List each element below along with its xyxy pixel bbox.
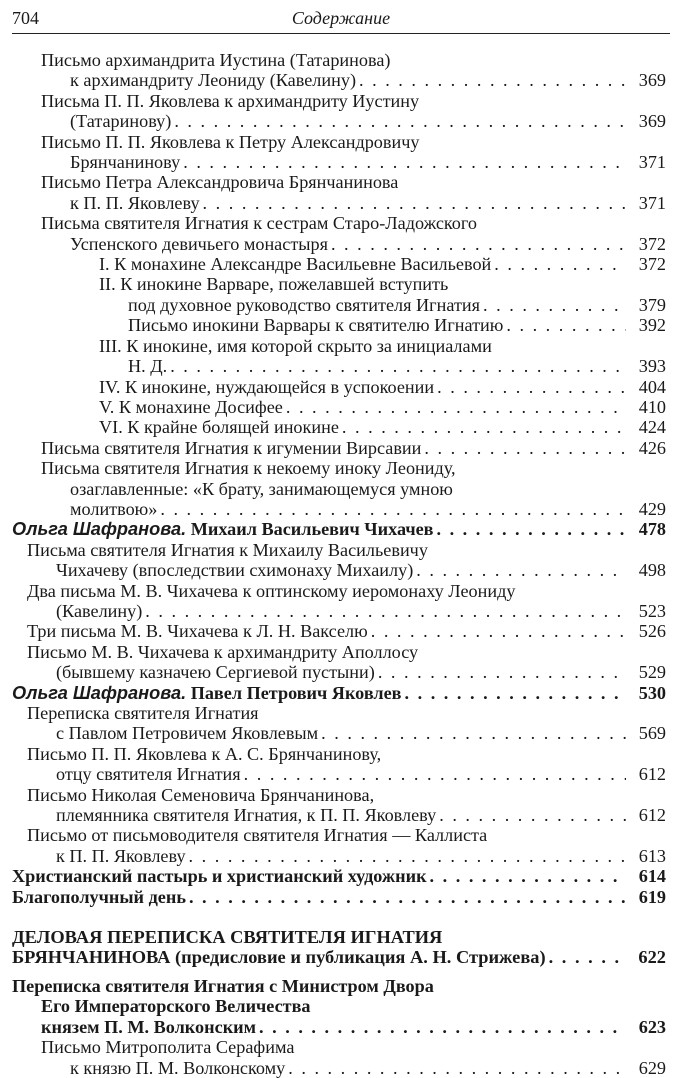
toc-entry[interactable]: [12, 50, 666, 91]
toc-entry-author: Ольга Шафранова.: [12, 682, 187, 703]
toc-entry-title: племянника святителя Игнатия, к П. П. Яковлеву: [56, 805, 437, 826]
toc-page-number: 371: [638, 192, 666, 213]
toc-entry[interactable]: [12, 1037, 666, 1078]
toc-entry-text: ДЕЛОВАЯ ПЕРЕПИСКА СВЯТИТЕЛЯ ИГНАТИЯ: [12, 927, 443, 948]
toc-entry-text: [99, 254, 491, 274]
toc-entry-text: Письма святителя Игнатия к сестрам Старо-Ладожского: [41, 213, 478, 234]
dot-leader: [186, 887, 626, 907]
toc-entry[interactable]: [12, 397, 666, 417]
toc-entry-line: [12, 1037, 666, 1057]
toc-entry-text: [27, 621, 368, 641]
toc-page-number: 393: [638, 356, 666, 377]
toc-entry-text: [56, 764, 241, 784]
toc-page-number: 424: [638, 417, 666, 438]
toc-entry-line: [12, 601, 666, 621]
toc-entry-line: [12, 132, 666, 152]
toc-entry[interactable]: [12, 438, 666, 458]
toc-entry-text: III. К инокине, имя которой скрыто за инициалами: [99, 335, 492, 356]
dot-leader: [436, 805, 626, 825]
dot-leader: [167, 356, 626, 376]
toc-entry-title: Письмо инокини Варвары к святителю Игнатию: [128, 315, 504, 336]
toc-entry-line: [12, 1058, 666, 1078]
toc-entry-line: [12, 295, 666, 315]
toc-entry-line: [12, 744, 666, 764]
toc-entry-line: [12, 927, 666, 947]
toc-page-number: 569: [638, 723, 666, 744]
toc-entry-line: [12, 642, 666, 662]
toc-entry-text: Письмо архимандрита Иустина (Татаринова): [41, 50, 391, 70]
toc-entry-text: [70, 1058, 285, 1078]
toc-entry-title: отцу святителя Игнатия: [56, 764, 241, 785]
dot-leader: [157, 499, 626, 519]
toc-entry-title: VI. К крайне болящей инокине: [99, 417, 339, 438]
dot-leader: [546, 947, 626, 967]
toc-entry[interactable]: [12, 621, 666, 641]
toc-entry-text: Письмо Николая Семеновича Брянчанинова,: [27, 784, 375, 805]
table-of-contents: [12, 50, 666, 1078]
toc-page-number: 379: [638, 294, 666, 315]
toc-entry-line: [12, 996, 666, 1016]
toc-entry-line: [12, 172, 666, 192]
toc-page-number: 629: [638, 1057, 666, 1078]
toc-entry-line: [12, 234, 666, 254]
toc-entry-text: Переписка святителя Игнатия: [27, 703, 259, 723]
toc-entry-title: Н. Д.: [128, 356, 168, 377]
toc-entry[interactable]: [12, 683, 666, 703]
toc-entry[interactable]: [12, 172, 666, 213]
dot-leader: [491, 254, 626, 274]
toc-entry-text: Переписка святителя Игнатия с Министром Двора: [12, 975, 434, 996]
toc-entry[interactable]: [12, 132, 666, 173]
dot-leader: [285, 1058, 626, 1078]
toc-entry-line: [12, 458, 666, 478]
toc-entry-text: [41, 438, 421, 458]
toc-entry[interactable]: [12, 744, 666, 785]
toc-entry-text: Письма П. П. Яковлева к архимандриту Иустину: [41, 90, 420, 111]
toc-entry-text: [70, 152, 180, 172]
toc-entry[interactable]: [12, 866, 666, 886]
toc-entry-title: Письма святителя Игнатия к игумении Вирсавии: [41, 437, 422, 458]
section-gap: [12, 968, 666, 976]
toc-entry-line: [12, 479, 666, 499]
dot-leader: [171, 111, 626, 131]
toc-entry-text: [99, 377, 434, 397]
toc-page-number: 371: [638, 152, 666, 173]
toc-entry-title: с Павлом Петровичем Яковлевым: [56, 723, 319, 744]
dot-leader: [318, 723, 626, 743]
dot-leader: [402, 683, 626, 703]
toc-page-number: 614: [638, 866, 666, 887]
dot-leader: [480, 295, 626, 315]
dot-leader: [142, 601, 626, 621]
toc-entry[interactable]: [12, 927, 666, 968]
toc-entry-text: [70, 234, 328, 254]
dot-leader: [421, 438, 626, 458]
toc-entry[interactable]: [12, 254, 666, 274]
toc-entry-title: Чихачеву (впоследствии схимонаху Михаилу): [56, 560, 414, 581]
dot-leader: [328, 234, 626, 254]
toc-entry-text: Письмо Митрополита Серафима: [41, 1037, 295, 1058]
toc-entry-title: к архимандриту Леониду (Кавелину): [70, 70, 356, 91]
toc-page-number: 372: [638, 254, 666, 275]
toc-entry-text: [70, 70, 356, 90]
toc-page-number: 529: [638, 662, 666, 683]
toc-page-number: 498: [638, 560, 666, 581]
toc-entry-line: [12, 662, 666, 682]
toc-entry-title: Благополучный день: [12, 886, 186, 907]
toc-entry-text: Письма святителя Игнатия к Михаилу Васильевичу: [27, 539, 428, 560]
toc-entry-line: [12, 91, 666, 111]
toc-entry[interactable]: [12, 642, 666, 683]
toc-entry-title: БРЯНЧАНИНОВА (предисловие и публикация А. Н. Стрижева): [12, 947, 546, 968]
toc-page-number: 619: [638, 886, 666, 907]
toc-entry-text: [70, 111, 171, 131]
toc-page-number: 478: [638, 519, 666, 540]
toc-entry-title: Христианский пастырь и христианский художник: [12, 866, 427, 887]
dot-leader: [283, 397, 626, 417]
toc-entry-text: Письмо Петра Александровича Брянчанинова: [41, 172, 399, 193]
toc-entry-line: [12, 621, 666, 641]
toc-entry[interactable]: [12, 336, 666, 377]
toc-entry[interactable]: [12, 274, 666, 315]
toc-entry-title: I. К монахине Александре Васильевне Васильевой: [99, 254, 492, 275]
toc-entry-title: молитвою»: [70, 498, 158, 519]
toc-entry-text: [12, 887, 186, 907]
toc-entry-text: Письмо П. П. Яковлева к Петру Александровичу: [41, 131, 420, 152]
toc-entry[interactable]: [12, 976, 666, 1037]
toc-page-number: 369: [638, 111, 666, 132]
toc-page-number: 404: [638, 376, 666, 397]
toc-entry-line: [12, 866, 666, 886]
toc-entry-title: князем П. М. Волконским: [41, 1016, 257, 1037]
toc-entry-line: [12, 417, 666, 437]
toc-entry-line: [12, 356, 666, 376]
toc-entry-line: [12, 887, 666, 907]
toc-entry-title: (Татаринову): [70, 111, 172, 132]
toc-entry-line: [12, 397, 666, 417]
toc-entry-line: [12, 315, 666, 335]
dot-leader: [427, 866, 626, 886]
toc-entry-line: [12, 683, 666, 703]
toc-entry-line: [12, 825, 666, 845]
toc-entry-title: к князю П. М. Волконскому: [70, 1057, 286, 1078]
toc-page-number: 392: [638, 315, 666, 336]
toc-entry-line: [12, 581, 666, 601]
toc-entry-author: Ольга Шафранова.: [12, 519, 187, 540]
toc-entry-text: [70, 193, 200, 213]
dot-leader: [186, 846, 626, 866]
toc-entry-text: II. К инокине Варваре, пожелавшей вступить: [99, 274, 449, 295]
toc-entry-text: [99, 397, 283, 417]
toc-entry-line: [12, 976, 666, 996]
toc-entry-text: [41, 1017, 256, 1037]
toc-entry-title: к П. П. Яковлеву: [70, 192, 200, 213]
dot-leader: [413, 560, 626, 580]
toc-entry-text: [56, 560, 413, 580]
toc-page-number: 612: [638, 805, 666, 826]
toc-entry-text: Два письма М. В. Чихачева к оптинскому иеромонаху Леониду: [27, 580, 516, 601]
toc-entry-line: [12, 805, 666, 825]
toc-entry-title: Брянчанинову: [70, 152, 181, 173]
toc-entry-title: V. К монахине Досифее: [99, 396, 283, 417]
toc-entry-title: Михаил Васильевич Чихачев: [190, 519, 434, 540]
toc-page-number: 622: [638, 947, 666, 968]
toc-entry[interactable]: [12, 825, 666, 866]
dot-leader: [503, 315, 626, 335]
toc-entry-text: [12, 519, 433, 539]
toc-entry-line: [12, 499, 666, 519]
toc-entry-text: [99, 417, 339, 437]
dot-leader: [256, 1017, 626, 1037]
dot-leader: [368, 621, 626, 641]
dot-leader: [180, 152, 626, 172]
page-number: 704: [12, 8, 39, 28]
toc-entry[interactable]: [12, 458, 666, 519]
toc-entry-title: (бывшему казначею Сергиевой пустыни): [56, 662, 375, 683]
toc-entry-text: Письма святителя Игнатия к некоему иноку Леониду,: [41, 458, 456, 479]
toc-entry-text: Письмо П. П. Яковлева к А. С. Брянчанинову,: [27, 743, 382, 764]
toc-entry-line: [12, 377, 666, 397]
toc-entry-title: Успенского девичьего монастыря: [70, 233, 328, 254]
toc-entry-title: Павел Петрович Яковлев: [190, 682, 402, 703]
toc-page-number: 429: [638, 498, 666, 519]
toc-entry-text: озаглавленные: «К брату, занимающемуся умною: [70, 478, 453, 499]
toc-entry-line: [12, 213, 666, 233]
toc-entry-title: Три письма М. В. Чихачева к Л. Н. Вакселю: [27, 621, 368, 642]
toc-entry[interactable]: [12, 887, 666, 907]
toc-entry-line: [12, 560, 666, 580]
toc-entry-title: под духовное руководство святителя Игнатия: [128, 294, 481, 315]
toc-page-number: 623: [638, 1016, 666, 1037]
dot-leader: [241, 764, 626, 784]
toc-entry-text: [56, 662, 375, 682]
toc-entry-title: к П. П. Яковлеву: [56, 845, 186, 866]
toc-entry-text: [12, 866, 427, 886]
toc-entry[interactable]: [12, 213, 666, 254]
toc-entry-line: [12, 152, 666, 172]
toc-page-number: 612: [638, 764, 666, 785]
toc-entry-line: [12, 438, 666, 458]
toc-entry[interactable]: [12, 377, 666, 397]
toc-page-number: 526: [638, 621, 666, 642]
toc-entry[interactable]: [12, 91, 666, 132]
toc-entry-line: [12, 764, 666, 784]
section-gap: [12, 907, 666, 927]
toc-entry-text: [56, 805, 436, 825]
toc-entry-text: Письмо от письмоводителя святителя Игнатия — Каллиста: [27, 825, 488, 846]
toc-entry-text: [56, 601, 142, 621]
dot-leader: [434, 377, 626, 397]
dot-leader: [339, 417, 626, 437]
toc-entry-line: [12, 274, 666, 294]
toc-entry-line: [12, 254, 666, 274]
dot-leader: [375, 662, 626, 682]
toc-entry[interactable]: [12, 519, 666, 539]
toc-entry[interactable]: [12, 703, 666, 744]
toc-entry[interactable]: [12, 417, 666, 437]
toc-entry-text: [128, 356, 167, 376]
toc-page-number: 426: [638, 437, 666, 458]
toc-entry-text: [12, 947, 546, 967]
toc-page-number: 613: [638, 845, 666, 866]
toc-entry[interactable]: [12, 785, 666, 826]
toc-page-number: 523: [638, 600, 666, 621]
page-header: [12, 6, 670, 34]
toc-entry-line: [12, 703, 666, 723]
toc-entry-line: [12, 336, 666, 356]
toc-entry-text: [128, 315, 503, 335]
dot-leader: [433, 519, 626, 539]
toc-entry-text: [56, 846, 186, 866]
running-title: Содержание: [291, 8, 391, 28]
toc-entry-line: [12, 723, 666, 743]
toc-page-number: 410: [638, 396, 666, 417]
toc-entry[interactable]: [12, 315, 666, 335]
toc-page-number: 369: [638, 70, 666, 91]
toc-entry-line: [12, 540, 666, 560]
toc-entry-line: [12, 111, 666, 131]
toc-page-number: 530: [638, 682, 666, 703]
toc-entry-line: [12, 519, 666, 539]
toc-entry-text: Его Императорского Величества: [41, 996, 311, 1017]
toc-entry-text: [56, 723, 318, 743]
toc-page-number: 372: [638, 233, 666, 254]
toc-entry-line: [12, 193, 666, 213]
toc-entry-line: [12, 1017, 666, 1037]
toc-entry-line: [12, 785, 666, 805]
toc-entry-text: [128, 295, 480, 315]
toc-entry-title: (Кавелину): [56, 600, 143, 621]
toc-entry[interactable]: [12, 581, 666, 622]
dot-leader: [200, 193, 626, 213]
toc-entry-text: Письмо М. В. Чихачева к архимандриту Аполлосу: [27, 641, 419, 662]
toc-entry-text: [12, 683, 402, 703]
toc-entry[interactable]: [12, 540, 666, 581]
toc-entry-line: [12, 50, 666, 70]
toc-entry-line: [12, 947, 666, 967]
toc-entry-text: [70, 499, 157, 519]
toc-entry-title: IV. К инокине, нуждающейся в успокоении: [99, 376, 435, 397]
toc-entry-line: [12, 846, 666, 866]
dot-leader: [356, 70, 626, 90]
toc-entry-line: [12, 70, 666, 90]
